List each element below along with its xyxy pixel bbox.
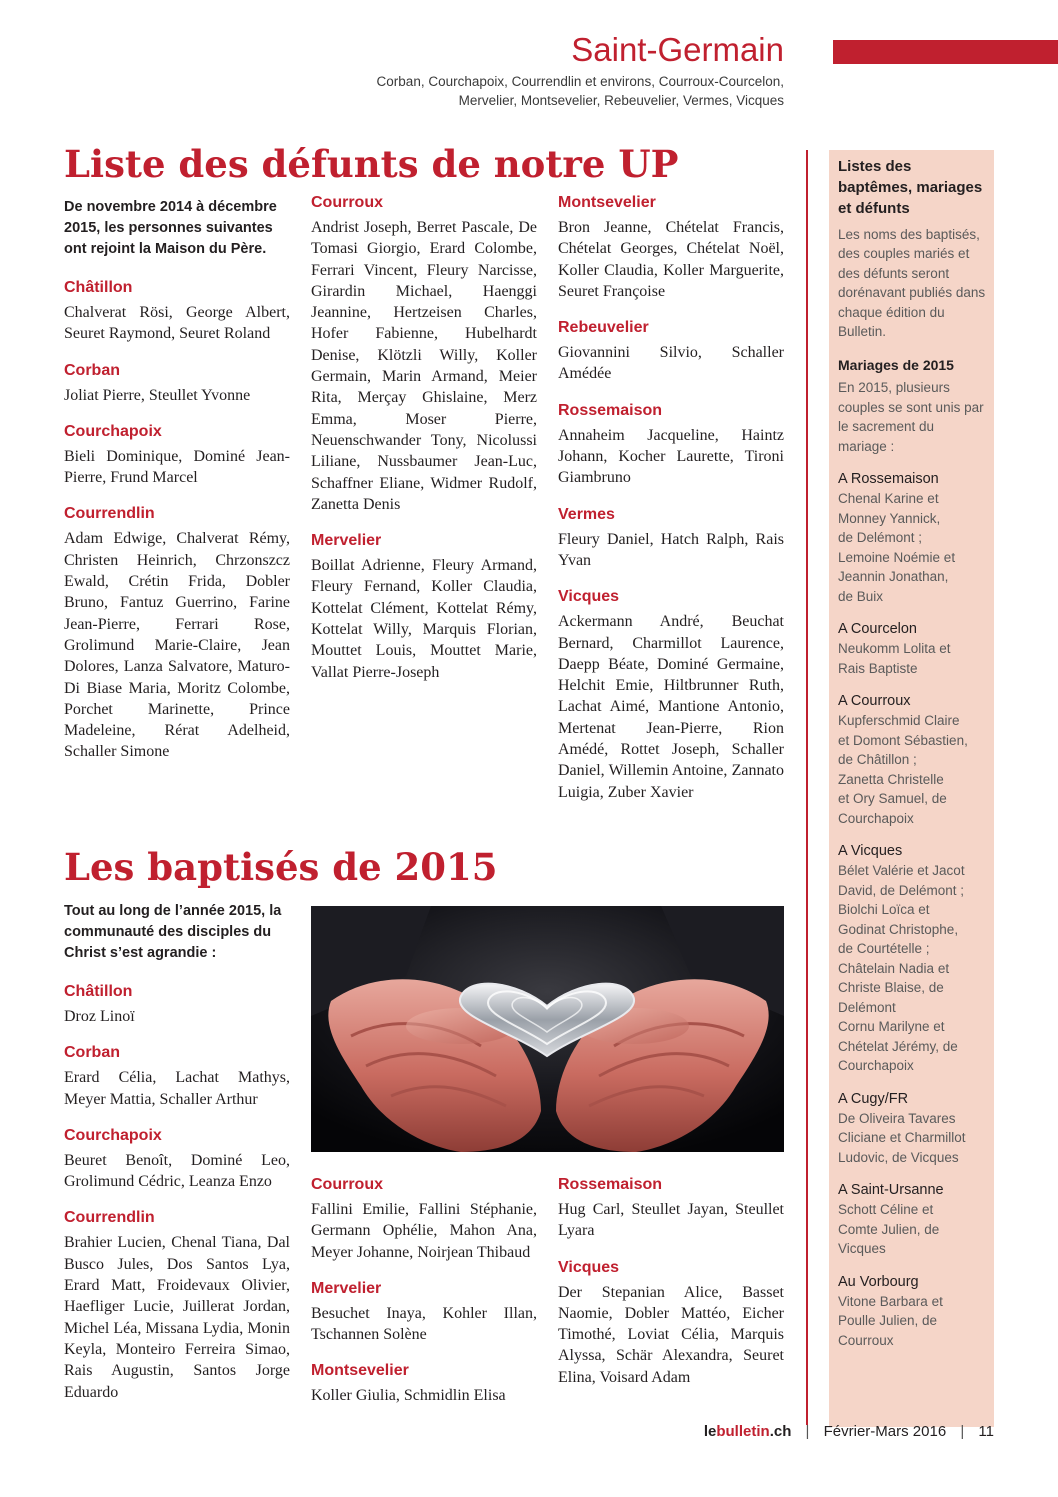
defunts-intro: De novembre 2014 à décembre 2015, les personnes suivantes ont rejoint la Maison du Père.	[64, 199, 277, 257]
list-item	[558, 504, 784, 572]
place-heading: Vermes	[558, 505, 615, 523]
mariage-line: de Buix	[838, 588, 884, 604]
names-text: Annaheim Jacqueline, Haintz Johann, Kocher Laurette, Tironi Giambruno	[558, 426, 784, 487]
list-item	[64, 981, 290, 1027]
place-heading: Corban	[64, 1044, 120, 1062]
mariage-entry	[838, 1089, 986, 1168]
brand-name: bulletin	[716, 1423, 770, 1440]
mariage-line: et Ory Samuel, de	[838, 791, 947, 807]
place-heading: Châtillon	[64, 279, 133, 296]
place-heading: Courchapoix	[64, 422, 162, 440]
mariage-line: Courchapoix	[838, 810, 914, 826]
mariage-line: Châtelain Nadia et	[838, 960, 950, 976]
hands-heart-photo	[311, 906, 784, 1152]
names-text: Hug Carl, Steullet Jayan, Steullet Lyara	[558, 1201, 784, 1240]
place-heading: Courrendlin	[64, 1209, 155, 1227]
defunts-column-2	[311, 192, 537, 698]
mariage-line: Poulle Julien, de	[838, 1313, 938, 1329]
mariage-entry	[838, 1272, 986, 1351]
names-text: Brahier Lucien, Chenal Tiana, Dal Busco Jules, Dos Santos Lya, Erard Matt, Froidevaux Olivier, Haefliger Lucie, Juillerat Jordan, Michel Léa, Missana Lydia, Monin Keyla, Monteiro Ferreira Simao, Rais Augustin, Santos Jorge Eduardo	[64, 1234, 290, 1401]
mariage-line: Delémont	[838, 999, 896, 1015]
mariage-entry	[838, 841, 986, 1076]
names-text: Giovannini Silvio, Schaller Amédée	[558, 344, 784, 383]
names-text: Koller Giulia, Schmidlin Elisa	[311, 1387, 506, 1405]
place-heading: Courrendlin	[64, 505, 155, 523]
mariage-line: Monney Yannick,	[838, 510, 941, 526]
list-item	[64, 503, 290, 762]
place-heading: Montsevelier	[311, 1362, 409, 1380]
mariage-line: Jeannin Jonathan,	[838, 569, 949, 585]
sidebar-text: Les noms des baptisés, des couples mariés et des défunts seront dorénavant publiés dans chaque édition du Bulletin.	[838, 227, 986, 340]
subtitle-line: Corban, Courchapoix, Courrendlin et environs, Courroux-Courcelon,	[376, 74, 784, 89]
names-text: Andrist Joseph, Berret Pascale, De Tomasi Giorgio, Erard Colombe, Ferrari Vincent, Fleury Narcisse, Girardin Michael, Haenggi Jeannine, Hertzeisen Charles, Hofer Fabienne, Hubelhardt Denise, Klötzli Willy, Koller Germain, Marin Armand, Meier Rita, Merçay Ghislaine, Merz Emma, Moser Pierre, Neuenschwander Tony, Nicolussi Liliane, Nussbaumer Jean-Luc, Schaffner Eliane, Widmer Rudolf, Zanetta Denis	[311, 219, 537, 513]
names-text: Boillat Adrienne, Fleury Armand, Fleury Fernand, Koller Claudia, Kottelat Clément, Kottelat Rémy, Kottelat Willy, Marquis Florian, Mouttet Louis, Mouttet Marie, Vallat Pierre-Joseph	[311, 557, 537, 681]
mariage-place: A Rossemaison	[838, 471, 939, 488]
section-title: Saint-Germain	[571, 31, 784, 68]
baptises-column-1	[64, 901, 290, 1418]
list-item	[64, 277, 290, 345]
list-item	[311, 530, 537, 683]
mariage-line: David, de Delémont ;	[838, 882, 965, 898]
place-heading: Vicques	[558, 588, 620, 606]
mariage-line: Zanetta Christelle	[838, 771, 944, 787]
place-heading: Mervelier	[311, 532, 382, 550]
list-item	[558, 586, 784, 803]
place-heading: Châtillon	[64, 983, 133, 1000]
mariage-line: de Courtételle ;	[838, 941, 930, 957]
mariage-line: Kupferschmid Claire	[838, 713, 960, 729]
place-heading: Courroux	[311, 194, 383, 211]
list-item	[64, 360, 290, 406]
mariage-line: Bélet Valérie et Jacot	[838, 863, 965, 879]
mariage-line: Cornu Marilyne et	[838, 1019, 945, 1035]
list-item	[311, 1360, 537, 1406]
mariage-line: de Delémont ;	[838, 530, 923, 546]
baptises-column-2	[311, 1174, 537, 1422]
column-divider	[806, 150, 808, 1425]
names-text: Ackermann André, Beuchat Bernard, Charmillot Laurence, Daepp Béate, Dominé Germaine, Helchit Emie, Hiltbrunner Ruth, Lachat Aimé, Mantione Antonio, Mertenat Jean-Pierre, Rion Amédé, Rottet Joseph, Schaller Daniel, Willemin Antoine, Zannato Luigia, Zuber Xavier	[558, 613, 784, 801]
mariage-line: Ludovic, de Vicques	[838, 1149, 959, 1165]
mariage-line: Biolchi Loïca et	[838, 902, 930, 918]
mariage-entry	[838, 619, 986, 678]
defunts-column-3	[558, 192, 784, 818]
mariage-line: Lemoine Noémie et	[838, 549, 956, 565]
names-text: Der Stepanian Alice, Basset Naomie, Dobler Mattéo, Eicher Timothé, Loviat Célia, Marquis Alyssa, Schär Alexandra, Seuret Elina, Voisard Adam	[558, 1283, 784, 1386]
baptises-intro: Tout au long de l’année 2015, la communauté des disciples du Christ s’est agrandie :	[64, 903, 282, 961]
mariages-list	[838, 469, 986, 1350]
mariage-entry	[838, 691, 986, 828]
names-text: Erard Célia, Lachat Mathys, Meyer Mattia, Schaller Arthur	[64, 1069, 290, 1108]
place-heading: Rossemaison	[558, 1176, 663, 1193]
names-text: Droz Linoï	[64, 1008, 135, 1025]
place-heading: Courroux	[311, 1176, 383, 1193]
mariage-place: Au Vorbourg	[838, 1273, 919, 1290]
list-item	[558, 192, 784, 302]
mariage-line: De Oliveira Tavares	[838, 1110, 956, 1126]
list-item	[64, 421, 290, 489]
list-item	[558, 1174, 784, 1242]
mariage-line: Chenal Karine et	[838, 491, 939, 507]
defunts-title: Liste des défunts de notre UP	[64, 142, 679, 186]
mariage-line: Courroux	[838, 1332, 894, 1348]
names-text: Fleury Daniel, Hatch Ralph, Rais Yvan	[558, 530, 784, 569]
mariage-line: et Domont Sébastien,	[838, 732, 968, 748]
mariage-place: A Vicques	[838, 843, 903, 860]
list-item	[558, 1257, 784, 1388]
mariages-text: En 2015, plusieurs couples se sont unis par le sacrement du mariage :	[838, 380, 984, 454]
place-heading: Mervelier	[311, 1279, 382, 1297]
names-text: Besuchet Inaya, Kohler Illan, Tschannen Solène	[311, 1304, 537, 1344]
brand-suffix: .ch	[769, 1423, 792, 1440]
mariage-line: Chételat Jérémy, de	[838, 1038, 958, 1054]
mariage-line: Rais Baptiste	[838, 660, 918, 676]
mariage-line: Christe Blaise, de	[838, 980, 944, 996]
names-text: Fallini Emilie, Fallini Stéphanie, Germann Ophélie, Mahon Ana, Meyer Johanne, Noirjean Thibaud	[311, 1201, 537, 1261]
names-text: Adam Edwige, Chalverat Rémy, Christen Heinrich, Chrzonszcz Ewald, Crétin Frida, Dobler Bruno, Fantuz Guerrino, Farine Jean-Pierre, Ferrari Rose, Grolimund Marie-Claire, Jean Dolores, Lanza Salvatore, Maturo-Di Biase Maria, Moritz Colombe, Porchet Marinette, Prince Madeleine, Rérat Adelheid, Schaller Simone	[64, 530, 290, 761]
list-item	[64, 1207, 290, 1402]
mariage-place: A Cugy/FR	[838, 1090, 909, 1107]
mariage-line: Courchapoix	[838, 1058, 914, 1074]
mariage-entry	[838, 1180, 986, 1259]
list-item	[558, 400, 784, 489]
names-text: Joliat Pierre, Steullet Yvonne	[64, 386, 251, 404]
mariage-place: A Saint-Ursanne	[838, 1182, 944, 1199]
place-heading: Vicques	[558, 1258, 620, 1276]
mariage-line: Neukomm Lolita et	[838, 641, 951, 657]
names-text: Bieli Dominique, Dominé Jean-Pierre, Frund Marcel	[64, 447, 290, 487]
header-accent-bar	[833, 40, 1058, 64]
mariages-title: Mariages de 2015	[838, 357, 954, 374]
names-text: Beuret Benoît, Dominé Leo, Grolimund Cédric, Leanza Enzo	[64, 1151, 290, 1191]
page-number: 11	[978, 1423, 994, 1440]
mariage-entry	[838, 469, 986, 606]
sidebar-box	[829, 150, 994, 1427]
list-item	[311, 192, 537, 515]
defunts-column-1	[64, 197, 290, 778]
mariage-line: Schott Céline et	[838, 1202, 934, 1218]
list-item	[64, 1125, 290, 1193]
place-heading: Rebeuvelier	[558, 319, 649, 337]
mariage-line: de Châtillon ;	[838, 752, 917, 768]
footer-separator: |	[805, 1423, 810, 1440]
mariage-place: A Courroux	[838, 693, 911, 710]
list-item	[64, 1042, 290, 1110]
brand-prefix: le	[703, 1423, 717, 1440]
place-heading: Corban	[64, 361, 120, 379]
baptises-title: Les baptisés de 2015	[64, 845, 498, 889]
mariage-line: Vicques	[838, 1241, 886, 1257]
mariage-line: Cliciane et Charmillot	[838, 1130, 966, 1146]
section-subtitle	[377, 72, 784, 110]
list-item	[558, 317, 784, 385]
mariage-line: Vitone Barbara et	[838, 1293, 943, 1309]
mariage-line: Comte Julien, de	[838, 1221, 940, 1237]
mariage-line: Godinat Christophe,	[838, 921, 959, 937]
baptises-column-3	[558, 1174, 784, 1403]
subtitle-line: Mervelier, Montsevelier, Rebeuvelier, Vermes, Vicques	[458, 93, 784, 108]
place-heading: Montsevelier	[558, 194, 656, 211]
issue-date: Février-Mars 2016	[823, 1423, 947, 1440]
names-text: Bron Jeanne, Chételat Francis, Chételat Georges, Chételat Noël, Koller Claudia, Koller Marguerite, Seuret Françoise	[558, 219, 784, 300]
list-item	[311, 1174, 537, 1263]
names-text: Chalverat Rösi, George Albert, Seuret Raymond, Seuret Roland	[64, 304, 290, 343]
place-heading: Courchapoix	[64, 1126, 162, 1144]
mariage-place: A Courcelon	[838, 621, 917, 638]
sidebar-title: Listes des baptêmes, mariages et défunts	[838, 158, 983, 217]
place-heading: Rossemaison	[558, 401, 663, 419]
page-footer	[704, 1422, 994, 1442]
footer-separator: |	[960, 1423, 965, 1440]
list-item	[311, 1278, 537, 1346]
